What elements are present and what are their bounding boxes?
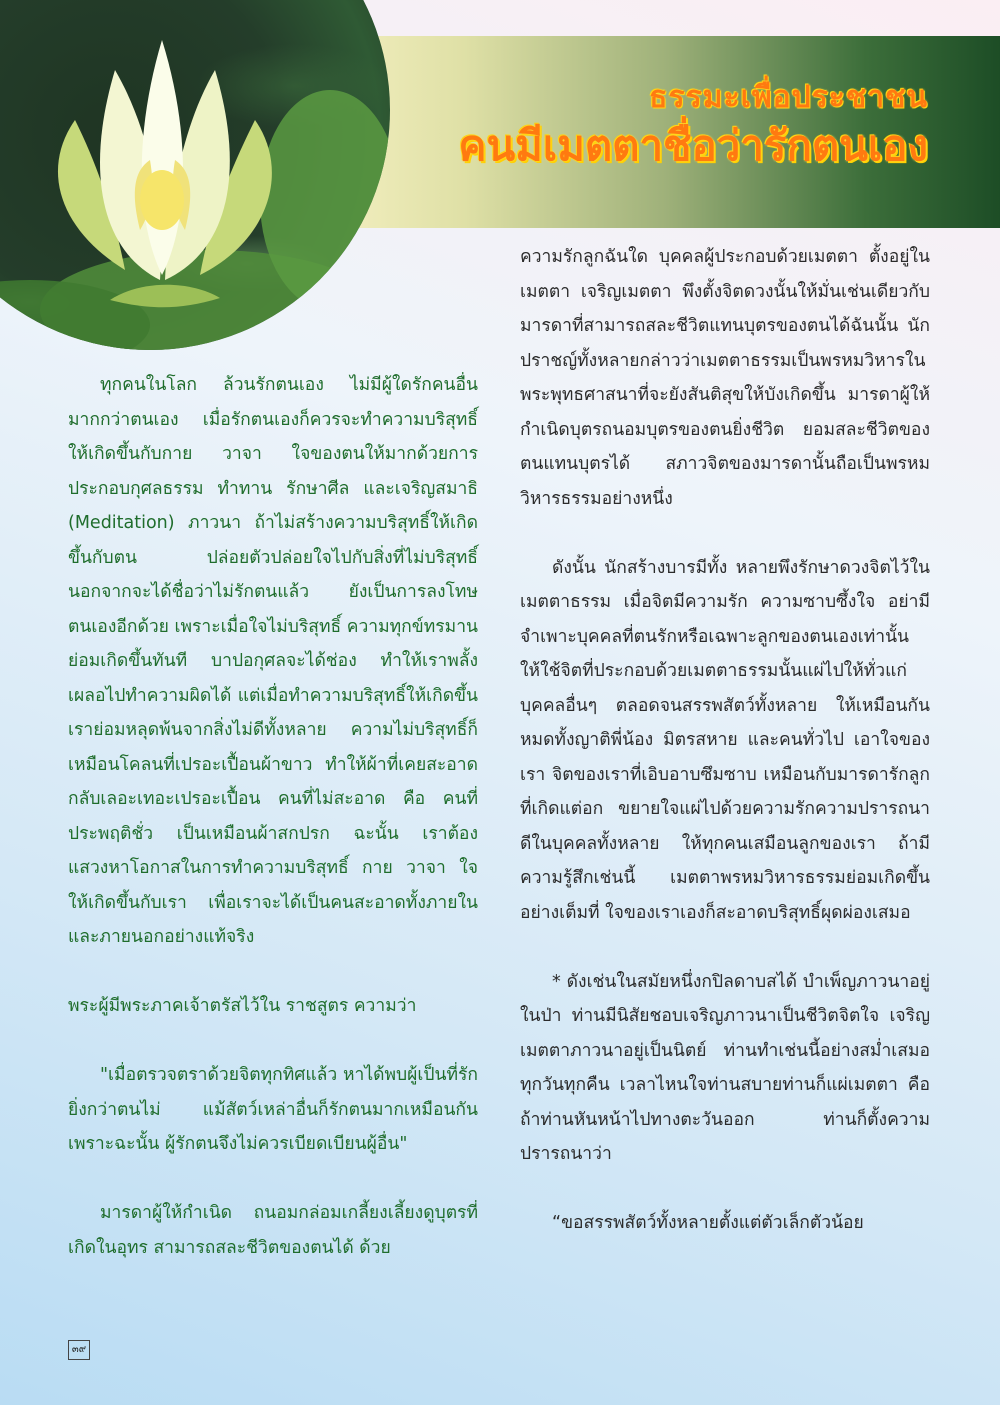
paragraph: ทุกคนในโลก ล้วนรักตนเอง ไม่มีผู้ใดรักคนอื่นมากกว่าตนเอง เมื่อรักตนเองก็ควรจะทำความบริสุทธิ์ให้เกิดขึ้นกับกาย วาจา ใจของตนให้มากด้วยการประกอบกุศลธรรม ทำทาน รักษาศีล และเจริญสมาธิ (Meditation) ภาวนา ถ้าไม่สร้างความบริสุทธิ์ให้เกิดขึ้นกับตน ปล่อยตัวปล่อยใจไปกับสิ่งที่ไม่บริสุทธิ์ นอกจากจะได้ชื่อว่าไม่รักตนแล้ว ยังเป็นการลงโทษตนเองอีกด้วย เพราะเมื่อใจไม่บริสุทธิ์ ความทุกข์ทรมาน ย่อมเกิดขึ้นทันที บาปอกุศลจะได้ช่อง ทำให้เราพลั้งเผลอไปทำความผิดได้ แต่เมื่อทำความบริสุทธิ์ให้เกิดขึ้น เราย่อมหลุดพ้นจากสิ่งไม่ดีทั้งหลาย ความไม่บริสุทธิ์ก็เหมือนโคลนที่เปรอะเปื้อนผ้าขาว ทำให้ผ้าที่เคยสะอาดกลับเลอะเทอะเปรอะเปื้อน คนที่ไม่สะอาด คือ คนที่ประพฤติชั่ว เป็นเหมือนผ้าสกปรก ฉะนั้น เราต้องแสวงหาโอกาสในการทำความบริสุทธิ์ กาย วาจา ใจ ให้เกิดขึ้นกับเรา เพื่อเราจะได้เป็นคนสะอาดทั้งภายในและภายนอกอย่างแท้จริง <box>68 375 479 947</box>
paragraph: ความรักลูกฉันใด บุคคลผู้ประกอบด้วยเมตตา ตั้งอยู่ในเมตตา เจริญเมตตา พึงตั้งจิตดวงนั้นให้มั่นเช่นเดียวกับมารดาที่สามารถสละชีวิตแทนบุตรของตนได้ฉันนั้น นักปราชญ์ทั้งหลายกล่าวว่าเมตตาธรรมเป็นพรหมวิหารในพระพุทธศาสนาที่จะยังสันติสุขให้บังเกิดขึ้น มารดาผู้ให้กำเนิดบุตรถนอมบุตรของตนยิ่งชีวิต ยอมสละชีวิตของตนแทนบุตรได้ สภาวจิตของมารดานั้นถือเป็นพรหมวิหารธรรมอย่างหนึ่ง <box>520 247 930 509</box>
quote-paragraph: “ขอสรรพสัตว์ทั้งหลายตั้งแต่ตัวเล็กตัวน้อย <box>552 1213 864 1233</box>
page-title: คนมีเมตตาชื่อว่ารักตนเอง <box>458 121 928 170</box>
paragraph: * ดังเช่นในสมัยหนึ่งกปิลดาบสได้ บำเพ็ญภาวนาอยู่ในป่า ท่านมีนิสัยชอบเจริญภาวนาเป็นชีวิตจิตใจ เจริญเมตตาภาวนาอยู่เป็นนิตย์ ท่านทำเช่นนี้อย่างสม่ำเสมอทุกวันทุกคืน เวลาไหนใจท่านสบายท่านก็แผ่เมตตา คือ ถ้าท่านหันหน้าไปทางตะวันออก ท่านก็ตั้งความปรารถนาว่า <box>520 971 930 1164</box>
lotus-flower-icon <box>0 0 390 350</box>
section-subtitle: ธรรมะเพื่อประชาชน <box>649 80 928 115</box>
left-column <box>68 368 478 1265</box>
paragraph: มารดาผู้ให้กำเนิด ถนอมกล่อมเกลี้ยงเลี้ยงดูบุตรที่เกิดในอุทร สามารถสละชีวิตของตนได้ ด้วย <box>68 1203 478 1258</box>
paragraph: พระผู้มีพระภาคเจ้าตรัสไว้ใน ราชสูตร ความว่า <box>68 996 417 1016</box>
lotus-photo <box>0 0 390 350</box>
paragraph: ดังนั้น นักสร้างบารมีทั้ง หลายพึงรักษาดวงจิตไว้ในเมตตาธรรม เมื่อจิตมีความรัก ความซาบซึ้งใจ อย่ามีจำเพาะบุคคลที่ตนรักหรือเฉพาะลูกของตนเองเท่านั้น ให้ใช้จิตที่ประกอบด้วยเมตตาธรรมนั้นแผ่ไปให้ทั่วแก่บุคคลอื่นๆ ตลอดจนสรรพสัตว์ทั้งหลาย ให้เหมือนกันหมดทั้งญาติพี่น้อง มิตรสหาย และคนทั่วไป เอาใจของเรา จิตของเราที่เอิบอาบซึมซาบ เหมือนกับมารดารักลูกที่เกิดแต่อก ขยายใจแผ่ไปด้วยความรักความปรารถนาดีในบุคคลทั้งหลาย ให้ทุกคนเสมือนลูกของเรา ถ้ามีความรู้สึกเช่นนี้ เมตตาพรหมวิหารธรรมย่อมเกิดขึ้นอย่างเต็มที่ ใจของเราเองก็สะอาดบริสุทธิ์ผุดผ่องเสมอ <box>520 557 930 923</box>
quote-paragraph: "เมื่อตรวจตราด้วยจิตทุกทิศแล้ว หาได้พบผู้เป็นที่รักยิ่งกว่าตนไม่ แม้สัตว์เหล่าอื่นก็รักตนมากเหมือนกัน เพราะฉะนั้น ผู้รักตนจึงไม่ควรเบียดเบียนผู้อื่น" <box>68 1065 478 1154</box>
right-column <box>520 240 930 1241</box>
header-titles <box>458 78 928 174</box>
page-number: ๓๙ <box>68 1340 90 1360</box>
